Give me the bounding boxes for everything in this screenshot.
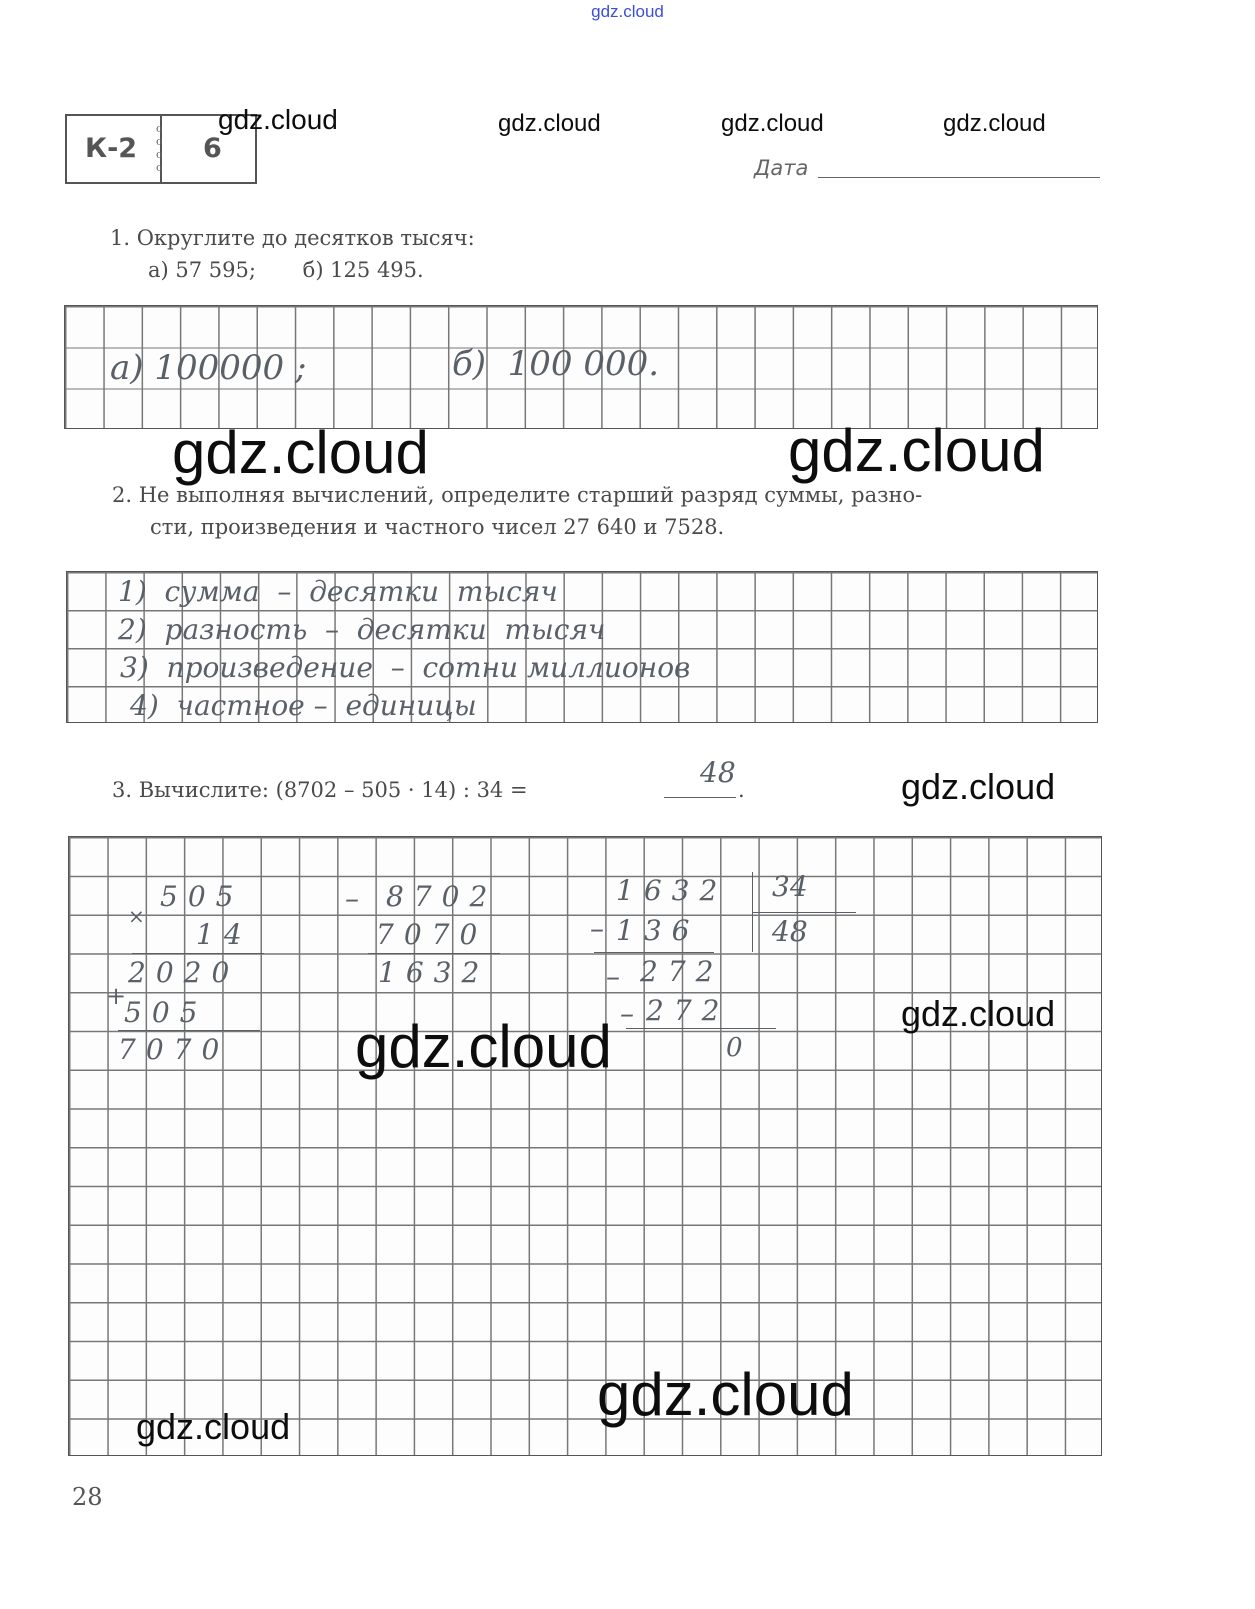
task1-line2: а) 57 595; б) 125 495. (148, 258, 424, 282)
mult-line-1 (132, 953, 264, 954)
div-divisor: 34 (772, 870, 808, 903)
watermark: gdz.cloud (172, 419, 429, 486)
mult-line-2 (118, 1030, 260, 1031)
div-line-1 (594, 952, 714, 953)
watermark: gdz.cloud (901, 766, 1056, 807)
task2-answer-1: 1) сумма – десятки тысяч (118, 575, 558, 608)
task1-line1: 1. Округлите до десятков тысяч: (110, 226, 475, 250)
watermark: gdz.cloud (721, 110, 824, 137)
mult-result: 7070 (118, 1033, 230, 1066)
task1-answer-a: а) 100000 ; (110, 348, 307, 388)
div-step-1: 136 (616, 914, 700, 947)
mult-sign: × (128, 904, 145, 928)
task2-line2: сти, произведения и частного чисел 27 640 и 7528. (150, 515, 725, 539)
date-line (818, 177, 1100, 178)
mult-plus: + (106, 982, 127, 1010)
task3-suffix: . (738, 778, 745, 802)
div-dividend: 1632 (616, 874, 728, 907)
watermark: gdz.cloud (498, 110, 601, 137)
watermark: gdz.cloud (788, 417, 1045, 484)
watermark: gdz.cloud (136, 1406, 291, 1447)
watermark: gdz.cloud (943, 110, 1046, 137)
div-minus-2: – (606, 960, 620, 993)
task3-answer-line (664, 797, 736, 798)
watermark: gdz.cloud (901, 993, 1056, 1034)
sub-sign: – (345, 882, 359, 915)
task2-line1: 2. Не выполняя вычислений, определите старший разряд суммы, разно- (112, 483, 923, 507)
task3-expression: 3. Вычислите: (8702 – 505 · 14) : 34 = (112, 778, 528, 802)
sub-subtrahend: 7070 (376, 918, 488, 951)
div-step-2: 272 (646, 994, 730, 1027)
top-watermark: gdz.cloud (591, 2, 664, 21)
sub-minuend: 8702 (386, 880, 498, 913)
task2-answer-2: 2) разность – десятки тысяч (118, 613, 606, 646)
mult-factor-a: 505 (160, 880, 244, 913)
div-bracket-h (752, 912, 856, 913)
mult-partial-1: 2020 (128, 956, 240, 989)
watermark: gdz.cloud (597, 1361, 854, 1428)
mult-partial-2: 505 (124, 996, 208, 1029)
div-remainder-1: 272 (640, 955, 724, 988)
sub-result: 1632 (378, 956, 490, 989)
div-minus-3: – (620, 997, 634, 1030)
test-code: К-2 (85, 133, 138, 164)
watermark: gdz.cloud (218, 104, 338, 135)
date-label: Дата (754, 156, 809, 180)
div-minus-1: – (590, 912, 604, 945)
task3-answer: 48 (700, 756, 736, 789)
div-final-remainder: 0 (726, 1033, 743, 1063)
variant-number: 6 (203, 133, 222, 164)
watermark: gdz.cloud (355, 1013, 612, 1080)
binder-rings-icon: o o o o (156, 122, 163, 174)
page-number: 28 (72, 1483, 103, 1511)
mult-factor-b: 14 (196, 918, 252, 951)
task1-answer-b: б) 100 000. (452, 344, 660, 384)
div-quotient: 48 (772, 915, 808, 948)
task2-answer-4: 4) частное – единицы (130, 689, 477, 722)
task2-answer-3: 3) произведение – сотни миллионов (120, 651, 691, 684)
div-line-2 (626, 1028, 776, 1029)
sub-line (368, 953, 500, 954)
